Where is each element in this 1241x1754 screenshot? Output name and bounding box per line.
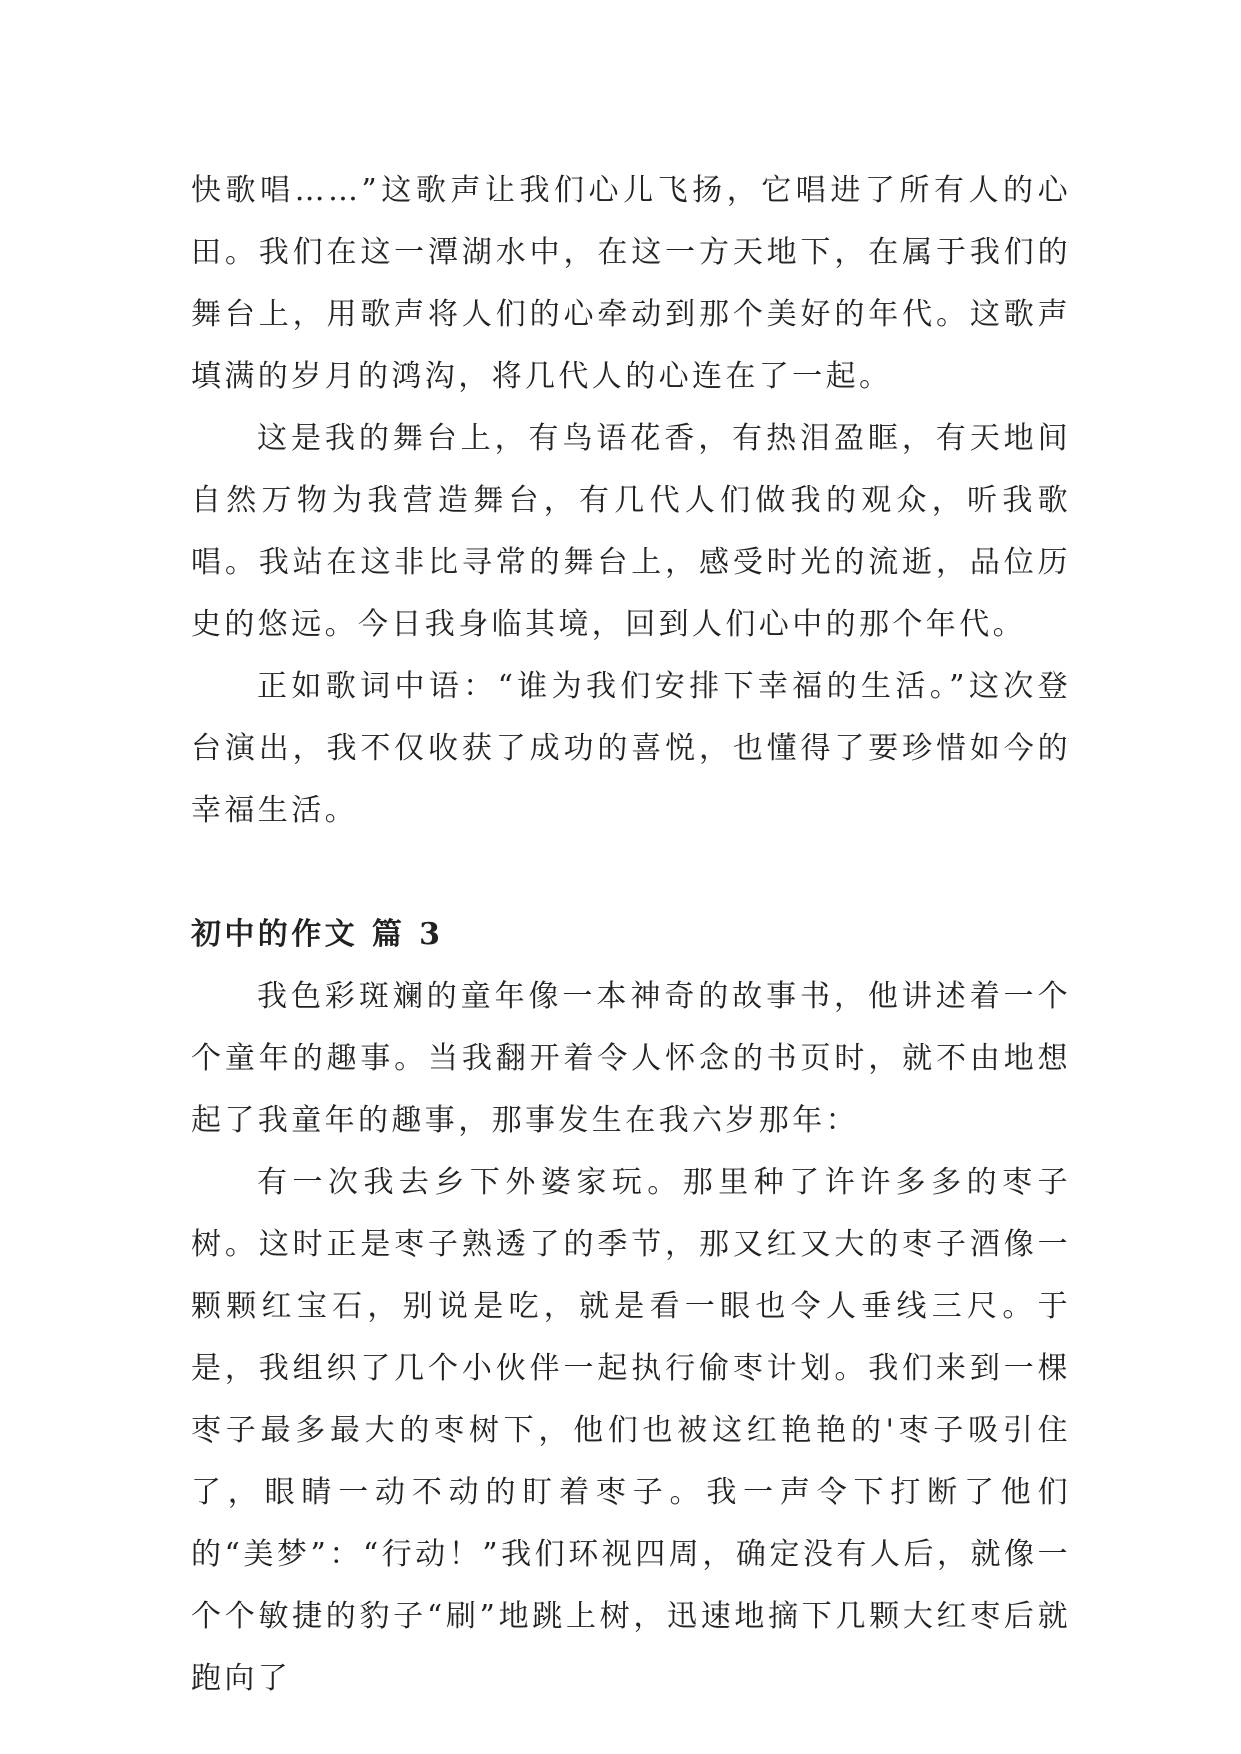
paragraph-1: 快歌唱……”这歌声让我们心儿飞扬，它唱进了所有人的心田。我们在这一潭湖水中，在这一方天地下，在属于我们的舞台上，用歌声将人们的心牵动到那个美好的年代。这歌声填满的岁月的鸿沟，将几代人的心连在了一起。 (191, 173, 1071, 394)
paragraph-5: 有一次我去乡下外婆家玩。那里种了许许多多的枣子树。这时正是枣子熟透了的季节，那又红又大的枣子酒像一颗颗红宝石，别说是吃，就是看一眼也令人垂线三尺。于是，我组织了几个小伙伴一起执行偷枣计划。我们来到一棵枣子最多最大的枣树下，他们也被这红艳艳的'枣子吸引住了，眼睛一动不动的盯着枣子。我一声令下打断了他们的“美梦”：“行动！”我们环视四周，确定没有人后，就像一个个敏捷的豹子“刷”地跳上树，迅速地摘下几颗大红枣后就跑向了 (191, 1165, 1071, 1696)
section-heading: 初中的作文 篇 3 (191, 917, 444, 952)
document-page (191, 160, 1071, 1710)
paragraph-4: 我色彩斑斓的童年像一本神奇的故事书，他讲述着一个个童年的趣事。当我翻开着令人怀念的书页时，就不由地想起了我童年的趣事，那事发生在我六岁那年： (191, 979, 1071, 1138)
paragraph-2: 这是我的舞台上，有鸟语花香，有热泪盈眶，有天地间自然万物为我营造舞台，有几代人们做我的观众，听我歌唱。我站在这非比寻常的舞台上，感受时光的流逝，品位历史的悠远。今日我身临其境，回到人们心中的那个年代。 (191, 421, 1071, 642)
paragraph-3: 正如歌词中语：“谁为我们安排下幸福的生活。”这次登台演出，我不仅收获了成功的喜悦，也懂得了要珍惜如今的幸福生活。 (191, 669, 1071, 828)
